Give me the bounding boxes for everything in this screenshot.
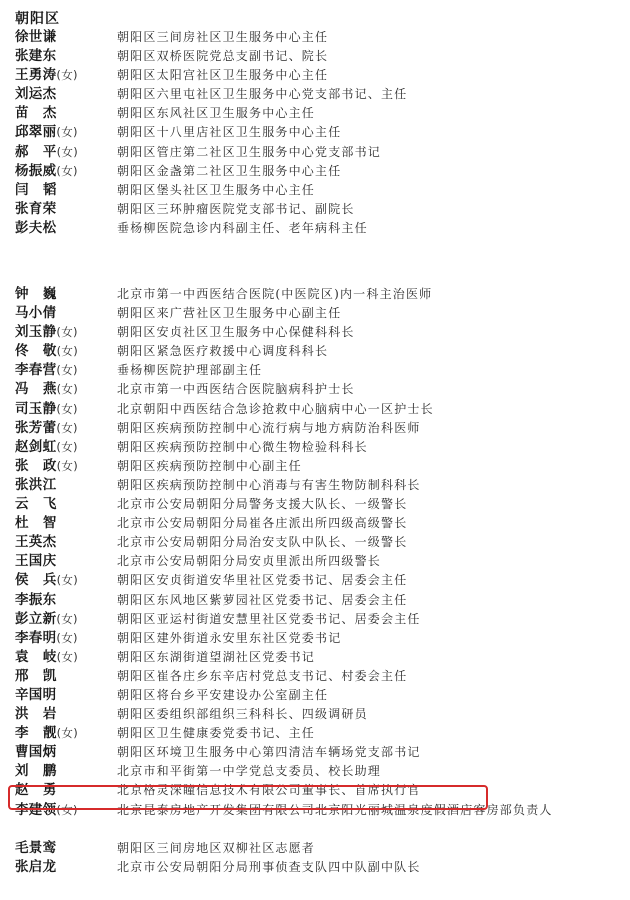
person-name-text: 张芳蕾 <box>15 419 57 436</box>
gender-note: (女) <box>56 163 78 178</box>
gender-note: (女) <box>56 573 78 588</box>
person-name <box>15 686 56 705</box>
list-item <box>0 28 630 47</box>
gender-note: (女) <box>56 68 78 83</box>
list-item <box>0 610 630 629</box>
list-item <box>0 648 630 667</box>
person-name <box>15 181 57 200</box>
person-name <box>15 143 78 162</box>
person-name-text: 徐世谦 <box>15 29 57 45</box>
person-name <box>15 629 78 648</box>
list-item <box>0 123 630 142</box>
person-name-text: 钟 巍 <box>15 286 57 302</box>
person-name-text: 郝 平 <box>15 143 57 160</box>
gender-note: (女) <box>56 325 78 340</box>
person-name <box>15 514 57 533</box>
list-item <box>0 400 630 419</box>
person-position: 朝阳区三环肿瘤医院党支部书记、副院长 <box>117 201 355 216</box>
person-position: 北京昆泰房地产开发集团有限公司北京阳光丽城温泉度假酒店客房部负责人 <box>117 802 553 817</box>
person-name-text: 赵剑虹 <box>15 438 57 455</box>
gender-note: (女) <box>56 144 78 159</box>
list-item <box>0 219 630 238</box>
person-position: 朝阳区疾病预防控制中心微生物检验科科长 <box>117 439 368 454</box>
list-item <box>0 476 630 495</box>
list-item <box>0 162 630 181</box>
honoree-list-group-1 <box>0 28 630 238</box>
person-name-text: 张建东 <box>15 48 57 65</box>
list-item <box>0 342 630 361</box>
person-position: 朝阳区建外街道永安里东社区党委书记 <box>117 630 342 645</box>
person-name-text: 张育荣 <box>15 200 57 217</box>
gender-note: (女) <box>56 802 78 817</box>
person-name <box>15 724 78 743</box>
gender-note: (女) <box>56 630 78 645</box>
person-name <box>15 858 56 877</box>
list-item <box>0 781 630 800</box>
list-item <box>0 533 630 552</box>
gender-note: (女) <box>56 649 78 664</box>
person-position: 朝阳区十八里店社区卫生服务中心主任 <box>117 125 342 140</box>
gender-note: (女) <box>56 344 78 359</box>
person-name <box>15 123 78 142</box>
list-item <box>0 85 630 104</box>
person-name-text: 王国庆 <box>15 553 57 570</box>
person-name-text: 彭夫松 <box>15 219 57 236</box>
person-name <box>15 28 56 47</box>
person-position: 朝阳区双桥医院党总支副书记、院长 <box>117 49 329 64</box>
person-name-text: 王勇涛 <box>15 67 57 84</box>
person-name <box>15 667 57 686</box>
person-name <box>15 839 56 858</box>
person-position: 朝阳区卫生健康委党委书记、主任 <box>117 726 316 741</box>
person-name <box>15 476 56 495</box>
gender-note: (女) <box>56 420 78 435</box>
list-item <box>0 419 630 438</box>
list-item <box>0 47 630 66</box>
person-name <box>15 361 78 380</box>
person-name-text: 冯 燕 <box>15 381 57 398</box>
person-name-text: 刘 鹏 <box>15 763 57 780</box>
person-position: 垂杨柳医院护理部副主任 <box>117 363 263 378</box>
person-name <box>15 705 57 724</box>
person-name <box>15 648 78 667</box>
person-position: 朝阳区东风地区紫萝园社区党委书记、居委会主任 <box>117 592 408 607</box>
person-name <box>15 762 57 781</box>
person-name <box>15 743 56 762</box>
person-name-text: 李春营 <box>15 362 57 379</box>
person-position: 朝阳区东风社区卫生服务中心主任 <box>117 106 316 121</box>
list-item <box>0 495 630 514</box>
person-position: 朝阳区金盏第二社区卫生服务中心主任 <box>117 163 342 178</box>
list-item <box>0 361 630 380</box>
person-name-text: 佟 敬 <box>15 343 57 360</box>
person-position: 朝阳区疾病预防控制中心流行病与地方病防治科医师 <box>117 420 421 435</box>
person-name-text: 苗 杰 <box>15 105 57 122</box>
person-position: 朝阳区紧急医疗救援中心调度科科长 <box>117 344 329 359</box>
person-name <box>15 47 56 66</box>
gender-note: (女) <box>56 611 78 626</box>
person-name-text: 王英杰 <box>15 534 57 551</box>
person-position: 朝阳区来广营社区卫生服务中心副主任 <box>117 306 342 321</box>
person-position: 朝阳区亚运村街道安慧里社区党委书记、居委会主任 <box>117 611 421 626</box>
person-name <box>15 438 78 457</box>
list-item <box>0 724 630 743</box>
list-item <box>0 686 630 705</box>
gender-note: (女) <box>56 363 78 378</box>
person-name <box>15 801 78 820</box>
person-name-text: 邢 凯 <box>15 667 57 684</box>
person-position: 朝阳区三间房地区双柳社区志愿者 <box>117 840 316 855</box>
list-item <box>0 705 630 724</box>
person-position: 朝阳区太阳宫社区卫生服务中心主任 <box>117 68 329 83</box>
person-name <box>15 495 57 514</box>
person-position: 朝阳区环境卫生服务中心第四清洁车辆场党支部书记 <box>117 745 421 760</box>
person-position: 北京朝阳中西医结合急诊抢救中心脑病中心一区护士长 <box>117 401 434 416</box>
list-item <box>0 743 630 762</box>
person-position: 北京市第一中西医结合医院脑病科护士长 <box>117 382 355 397</box>
person-name-text: 刘玉静 <box>15 324 57 341</box>
list-item <box>0 839 630 858</box>
district-heading: 朝阳区 <box>15 11 60 27</box>
person-name-text: 杜 智 <box>15 515 57 532</box>
person-position: 朝阳区堡头社区卫生服务中心主任 <box>117 182 316 197</box>
person-name <box>15 457 78 476</box>
person-name-text: 刘运杰 <box>15 86 57 103</box>
person-position: 朝阳区六里屯社区卫生服务中心党支部书记、主任 <box>117 87 408 102</box>
person-name-text: 杨振威 <box>15 162 57 179</box>
gender-note: (女) <box>56 458 78 473</box>
person-name <box>15 552 56 571</box>
list-item <box>0 143 630 162</box>
person-name-text: 李春明 <box>15 629 57 646</box>
list-item <box>0 457 630 476</box>
person-name-text: 洪 岩 <box>15 706 57 723</box>
list-item <box>0 667 630 686</box>
person-name-text: 闫 韬 <box>15 181 57 198</box>
list-item <box>0 552 630 571</box>
list-item <box>0 438 630 457</box>
person-position: 朝阳区东湖街道望湖社区党委书记 <box>117 649 316 664</box>
list-item <box>0 285 630 304</box>
person-name <box>15 66 78 85</box>
person-position: 朝阳区疾病预防控制中心副主任 <box>117 458 302 473</box>
person-name <box>15 285 57 304</box>
person-position: 朝阳区三间房社区卫生服务中心主任 <box>117 30 329 44</box>
list-item <box>0 514 630 533</box>
person-position: 朝阳区委组织部组织三科科长、四级调研员 <box>117 707 368 722</box>
person-position: 朝阳区安贞社区卫生服务中心保健科科长 <box>117 325 355 340</box>
person-position: 北京市公安局朝阳分局崔各庄派出所四级高级警长 <box>117 516 408 531</box>
person-position: 北京市公安局朝阳分局刑事侦查支队四中队副中队长 <box>117 859 421 874</box>
list-item <box>0 571 630 590</box>
person-name-text: 赵 勇 <box>15 782 57 799</box>
person-name-text: 李建领 <box>15 801 57 818</box>
person-name-text: 司玉静 <box>15 400 57 417</box>
person-position: 北京市公安局朝阳分局安贞里派出所四级警长 <box>117 554 382 569</box>
person-position: 朝阳区将台乡平安建设办公室副主任 <box>117 687 329 702</box>
person-name-text: 毛景鸾 <box>15 839 57 856</box>
person-name <box>15 219 56 238</box>
person-name <box>15 304 56 323</box>
list-item <box>0 304 630 323</box>
person-name-text: 张启龙 <box>15 858 57 875</box>
list-item <box>0 591 630 610</box>
person-name-text: 袁 岐 <box>15 648 57 665</box>
list-item <box>0 200 630 219</box>
list-item <box>0 380 630 399</box>
person-name <box>15 419 78 438</box>
list-item <box>0 629 630 648</box>
person-name <box>15 400 78 419</box>
person-name <box>15 323 78 342</box>
person-name-text: 云 飞 <box>15 496 57 513</box>
gender-note: (女) <box>56 726 78 741</box>
person-name-text: 张 政 <box>15 457 57 474</box>
list-item <box>0 323 630 342</box>
person-position: 北京格灵深瞳信息技术有限公司董事长、首席执行官 <box>117 783 421 798</box>
person-position: 朝阳区疾病预防控制中心消毒与有害生物防制科科长 <box>117 477 421 492</box>
person-name-text: 李振东 <box>15 591 57 608</box>
list-item <box>0 181 630 200</box>
person-name-text: 彭立新 <box>15 610 57 627</box>
person-position: 北京市公安局朝阳分局警务支援大队长、一级警长 <box>117 497 408 512</box>
person-position: 北京市和平街第一中学党总支委员、校长助理 <box>117 764 382 779</box>
person-name-text: 侯 兵 <box>15 572 57 589</box>
person-name-text: 曹国炳 <box>15 744 57 761</box>
person-name <box>15 533 56 552</box>
person-name-text: 马小倩 <box>15 305 57 322</box>
person-name <box>15 85 56 104</box>
person-name <box>15 591 56 610</box>
list-item <box>0 762 630 781</box>
person-name <box>15 104 57 123</box>
list-item <box>0 66 630 85</box>
person-name <box>15 610 78 629</box>
list-item <box>0 801 630 839</box>
person-name <box>15 342 78 361</box>
person-position: 朝阳区崔各庄乡东辛店村党总支书记、村委会主任 <box>117 668 408 683</box>
gender-note: (女) <box>56 439 78 454</box>
person-name-text: 邱翠丽 <box>15 124 57 141</box>
person-name-text: 辛国明 <box>15 686 57 703</box>
person-position: 北京市第一中西医结合医院(中医院区)内一科主治医师 <box>117 287 433 301</box>
honoree-list-group-2 <box>0 285 630 877</box>
person-position: 北京市公安局朝阳分局治安支队中队长、一级警长 <box>117 535 408 550</box>
person-name-text: 张洪江 <box>15 476 57 493</box>
person-position: 朝阳区安贞街道安华里社区党委书记、居委会主任 <box>117 573 408 588</box>
gender-note: (女) <box>56 382 78 397</box>
list-item <box>0 858 630 877</box>
person-position: 垂杨柳医院急诊内科副主任、老年病科主任 <box>117 220 368 235</box>
gender-note: (女) <box>56 125 78 140</box>
person-name-text: 李 靓 <box>15 725 57 742</box>
person-name <box>15 781 57 800</box>
person-name <box>15 162 78 181</box>
person-position: 朝阳区管庄第二社区卫生服务中心党支部书记 <box>117 144 382 159</box>
person-name <box>15 571 78 590</box>
list-item <box>0 104 630 123</box>
person-name <box>15 200 56 219</box>
person-name <box>15 380 78 399</box>
gender-note: (女) <box>56 401 78 416</box>
